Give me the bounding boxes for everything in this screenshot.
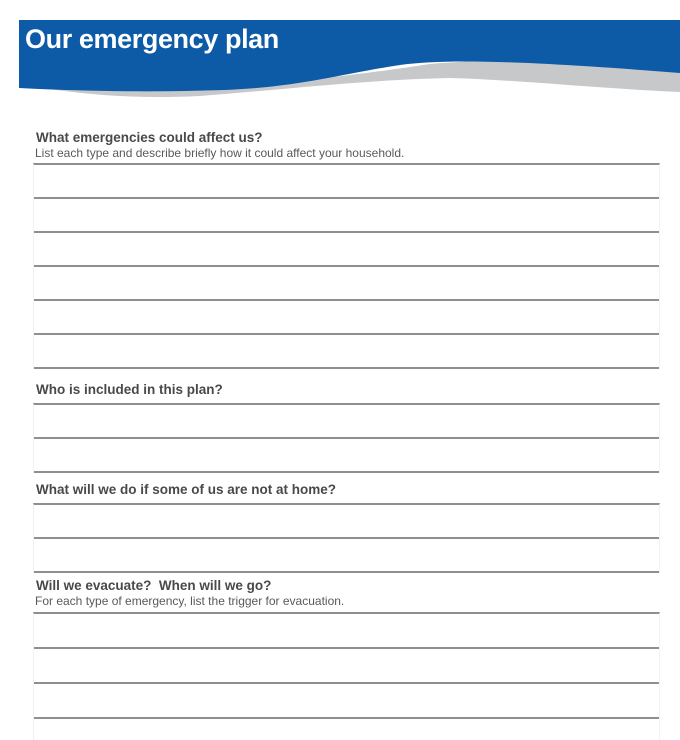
section-who-included	[33, 381, 660, 473]
section-evacuate	[33, 577, 660, 740]
section-heading: Who is included in this plan?	[36, 382, 223, 397]
answer-line	[34, 614, 659, 649]
section-hint: List each type and describe briefly how it could affect your household.	[35, 146, 405, 160]
answer-line	[34, 301, 659, 335]
answer-line	[34, 505, 659, 539]
answer-lines	[33, 612, 660, 719]
section-hint: For each type of emergency, list the trigger for evacuation.	[35, 594, 345, 608]
section-emergencies	[33, 129, 660, 369]
answer-lines	[33, 163, 660, 369]
answer-line	[34, 335, 659, 369]
answer-lines	[33, 503, 660, 573]
answer-line	[34, 233, 659, 267]
section-not-at-home	[33, 481, 660, 573]
answer-line	[34, 199, 659, 233]
answer-line	[34, 649, 659, 684]
section-heading: Will we evacuate? When will we go?	[36, 578, 272, 593]
answer-line	[34, 439, 659, 473]
answer-line	[34, 539, 659, 573]
header-swoosh-graphic	[0, 0, 680, 110]
header-banner	[0, 0, 680, 110]
answer-line	[34, 165, 659, 199]
form-body	[33, 129, 660, 740]
answer-line-open	[33, 719, 660, 740]
answer-line	[34, 405, 659, 439]
section-heading: What emergencies could affect us?	[36, 130, 263, 145]
section-heading: What will we do if some of us are not at home?	[36, 482, 337, 497]
page-title: Our emergency plan	[25, 24, 279, 54]
answer-line	[34, 684, 659, 719]
answer-line	[34, 267, 659, 301]
answer-lines	[33, 403, 660, 473]
